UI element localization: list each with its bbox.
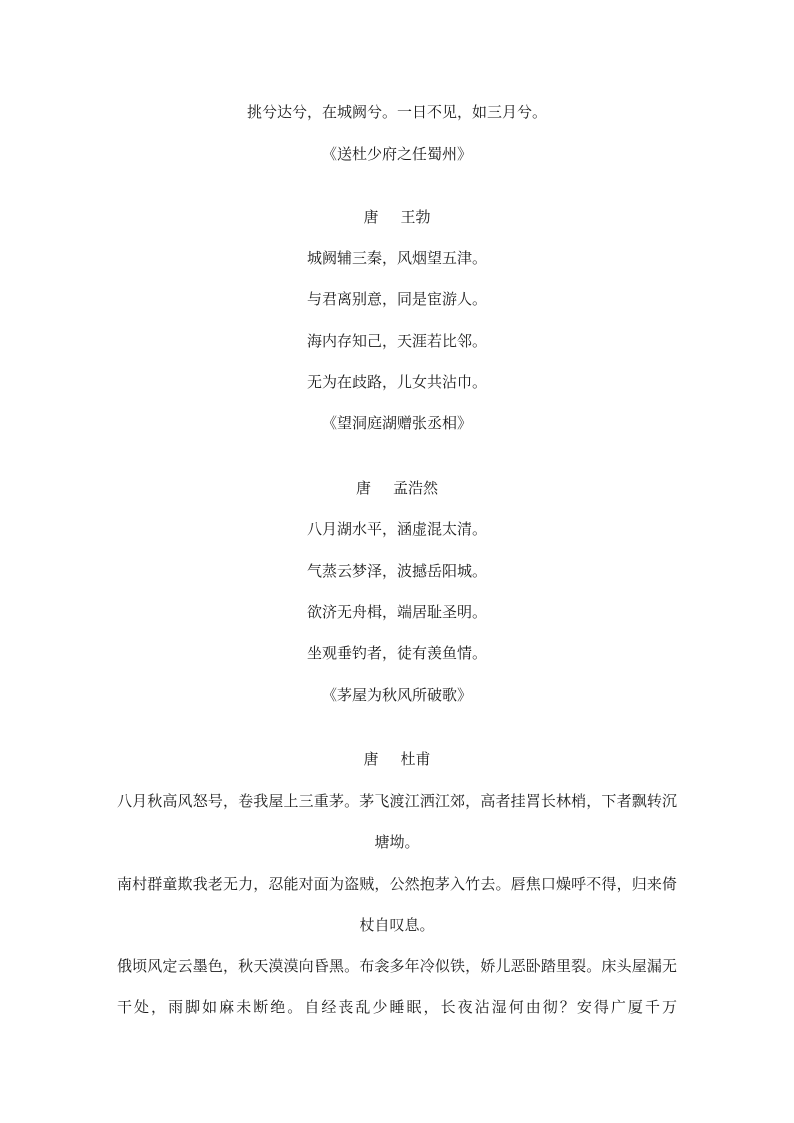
poem-paragraph: 八月秋高风怒号，卷我屋上三重茅。茅飞渡江洒江郊，高者挂罥长林梢，下者飘转沉塘坳。 xyxy=(117,792,677,851)
poem-dynasty: 唐 xyxy=(355,479,371,497)
poem-paragraph: 俄顷风定云墨色，秋天漠漠向昏黑。布衾多年冷似铁，娇儿恶卧踏里裂。床头屋漏无干处，雨脚如麻未断绝。自经丧乱少睡眠，长夜沾湿何由彻？安得广厦千万 xyxy=(117,957,677,1016)
poem-dynasty: 唐 xyxy=(363,750,379,768)
poem-author: 王勃 xyxy=(400,208,431,226)
poem-author-line xyxy=(0,478,794,498)
poem-title: 《送杜少府之任蜀州》 xyxy=(321,145,472,163)
poem-paragraph: 南村群童欺我老无力，忍能对面为盗贼，公然抱茅入竹去。唇焦口燥呼不得，归来倚杖自叹息。 xyxy=(117,875,677,934)
poem-line: 与君离别意，同是宦游人。 xyxy=(306,290,487,308)
poem-author-line xyxy=(0,207,794,227)
opening-line: 挑兮达兮，在城阙兮。一日不见，如三月兮。 xyxy=(246,103,547,121)
poem-line: 坐观垂钓者，徒有羡鱼情。 xyxy=(306,644,487,662)
poem-line: 城阙辅三秦，风烟望五津。 xyxy=(306,249,487,267)
poem-line: 欲济无舟楫，端居耻圣明。 xyxy=(306,603,487,621)
poem-line: 无为在歧路，儿女共沾巾。 xyxy=(306,373,487,391)
poem-line: 气蒸云梦泽，波撼岳阳城。 xyxy=(306,562,487,580)
poem-title: 《望洞庭湖赠张丞相》 xyxy=(321,414,472,432)
poem-author-line xyxy=(0,749,794,769)
poem-author: 杜甫 xyxy=(400,750,431,768)
poem-dynasty: 唐 xyxy=(363,208,379,226)
poem-author: 孟浩然 xyxy=(393,479,439,497)
poem-title: 《茅屋为秋风所破歌》 xyxy=(321,686,472,704)
poem-line: 八月湖水平，涵虚混太清。 xyxy=(306,520,487,538)
poem-line: 海内存知己，天涯若比邻。 xyxy=(306,332,487,350)
